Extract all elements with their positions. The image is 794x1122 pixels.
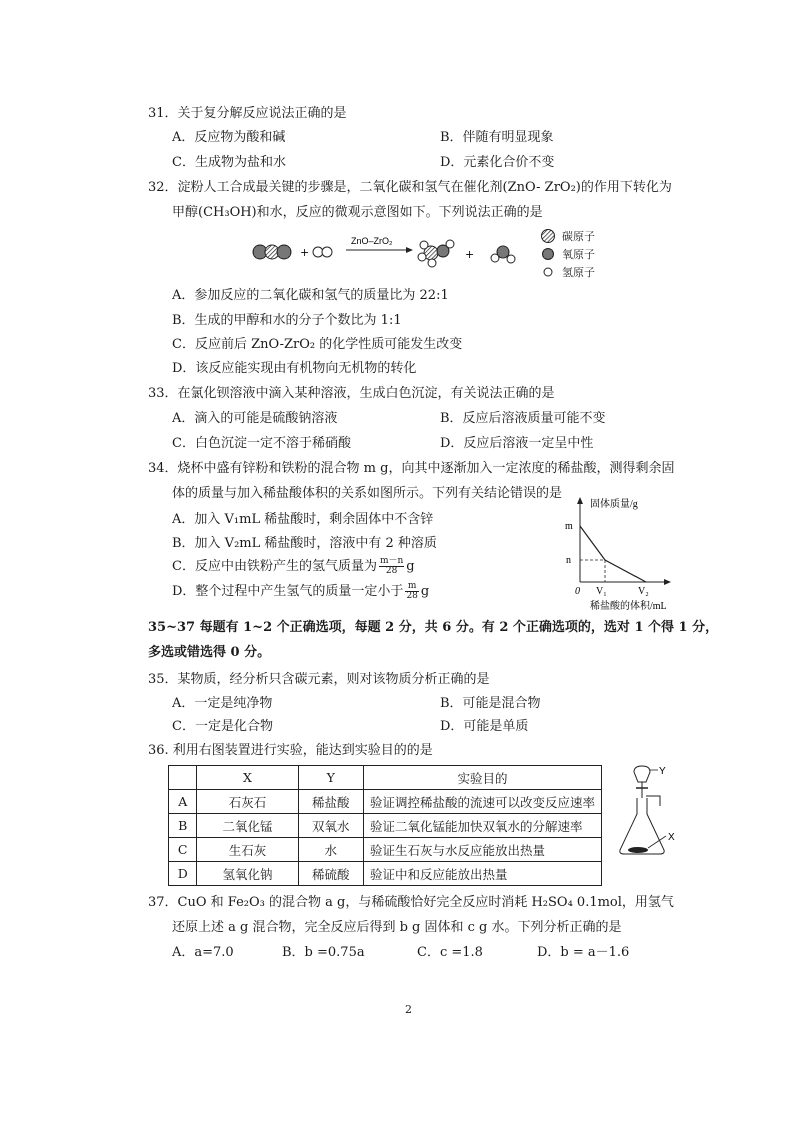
q31-option-a: A．反应物为酸和碱: [172, 130, 286, 145]
table-cell: 验证生石灰与水反应能放出热量: [363, 838, 601, 862]
legend-oxygen: [540, 245, 595, 263]
q35-option-c: C．一定是化合物: [172, 719, 273, 734]
q35-stem: 35．某物质，经分析只含碳元素，则对该物质分析正确的是: [148, 672, 490, 687]
q33-option-b: B．反应后溶液质量可能不变: [440, 411, 606, 426]
graph-mass-line: [580, 526, 646, 582]
table-header-cell: X: [197, 766, 298, 790]
section-instructions-line1: 35~37 每题有 1~2 个正确选项，每题 2 分，共 6 分。有 2 个正确选项的，选对 1 个得 1 分，: [148, 620, 719, 635]
catalyst-label: ZnO–ZrO₂: [351, 236, 393, 246]
q32-stem-line2: 甲醇(CH₃OH)和水，反应的微观示意图如下。下列说法正确的是: [172, 205, 543, 220]
q34-option-b: B．加入 V₂mL 稀盐酸时，溶液中有 2 种溶质: [172, 536, 437, 551]
q36-table: [168, 765, 602, 886]
q32-option-d: D．该反应能实现由有机物向无机物的转化: [172, 361, 417, 376]
q37-option-b: B．b =0.75a: [282, 945, 365, 960]
q37-option-d: D．b = a－1.6: [537, 945, 630, 960]
table-cell: 生石灰: [197, 838, 298, 862]
q31-stem: 31．关于复分解反应说法正确的是: [148, 106, 347, 121]
q37-option-a: A．a=7.0: [172, 945, 234, 960]
q37-stem-line1: 37．CuO 和 Fe₂O₃ 的混合物 a g，与稀硫酸恰好完全反应时消耗 H₂SO₄ 0.1mol，用氢气: [148, 895, 674, 910]
table-cell: 二氧化锰: [197, 814, 298, 838]
h2-molecule: [313, 247, 332, 257]
q35-option-b: B．可能是混合物: [440, 696, 541, 711]
q32-option-b: B．生成的甲醇和水的分子个数比为 1:1: [172, 313, 402, 328]
q34-stem-line1: 34．烧杯中盛有锌粉和铁粉的混合物 m g，向其中逐渐加入一定浓度的稀盐酸，测得剩余固: [148, 461, 675, 476]
legend-oxygen-label: 氧原子: [562, 248, 595, 261]
carbon-atom-icon: [540, 228, 556, 244]
fraction-numerator: m－n: [379, 556, 404, 566]
graph-n-label: n: [566, 555, 571, 566]
q34-option-c-fraction: [379, 557, 404, 576]
methanol-molecule: [418, 240, 454, 267]
q31-option-c: C．生成物为盐和水: [172, 155, 286, 170]
table-cell: 双氧水: [298, 814, 363, 838]
separatory-funnel-icon: [634, 766, 650, 782]
fraction-denominator: 28: [406, 591, 418, 601]
q34-option-d-fraction: [405, 582, 418, 601]
q33-option-a: A．滴入的可能是硫酸钠溶液: [172, 411, 338, 426]
water-molecule: [491, 246, 515, 263]
flask-apparatus: [610, 762, 686, 862]
legend-carbon-label: 碳原子: [562, 230, 595, 243]
table-row: [169, 814, 602, 838]
q31-option-b: B．伴随有明显现象: [440, 130, 554, 145]
table-header-row: [169, 766, 602, 790]
table-row: [169, 838, 602, 862]
q34-graph: [556, 496, 696, 614]
page-number: 2: [405, 1003, 412, 1016]
table-cell: B: [169, 814, 197, 838]
legend-hydrogen: [540, 263, 595, 281]
table-cell: D: [169, 862, 197, 886]
q34-option-c: [172, 557, 415, 577]
graph-v1-label: V₁: [596, 586, 607, 597]
fraction-denominator: 28: [385, 566, 398, 576]
reaction-diagram: [250, 228, 530, 276]
oxygen-atom-icon: [540, 246, 556, 262]
hydrogen-atom-icon: [540, 264, 556, 280]
label-x: X: [668, 832, 675, 843]
fraction-numerator: m: [405, 582, 418, 592]
table-header-cell: [169, 766, 197, 790]
atom-legend: [540, 227, 595, 281]
q34-option-d-text: D．整个过程中产生氢气的质量一定小于: [172, 584, 404, 599]
q31-option-d: D．元素化合价不变: [440, 155, 555, 170]
q34-option-c-text: C．反应中由铁粉产生的氢气质量为: [172, 559, 377, 574]
legend-hydrogen-label: 氢原子: [562, 266, 595, 279]
q32-stem-line1: 32．淀粉人工合成最关键的步骤是，二氧化碳和氢气在催化剂(ZnO- ZrO₂)的作用下转化为: [148, 180, 672, 195]
q37-option-c: C．c =1.8: [417, 945, 483, 960]
table-cell: 氢氧化钠: [197, 862, 298, 886]
q34-option-a: A．加入 V₁mL 稀盐酸时，剩余固体中不含锌: [172, 512, 434, 527]
table-cell: 水: [298, 838, 363, 862]
q33-option-d: D．反应后溶液一定呈中性: [440, 436, 594, 451]
table-cell: A: [169, 790, 197, 814]
table-cell: 稀盐酸: [298, 790, 363, 814]
q34-option-d: [172, 582, 429, 602]
plus-sign-2: +: [465, 248, 475, 261]
erlenmeyer-flask-icon: [620, 798, 664, 854]
graph-m-label: m: [565, 521, 573, 532]
q34-stem-line2: 体的质量与加入稀盐酸体积的关系如图所示。下列有关结论错误的是: [172, 486, 563, 501]
q35-option-a: A．一定是纯净物: [172, 696, 273, 711]
q36-stem: 36. 利用右图装置进行实验，能达到实验目的的是: [148, 743, 433, 758]
table-cell: C: [169, 838, 197, 862]
section-instructions-line2: 多选或错选得 0 分。: [148, 645, 271, 660]
table-row: [169, 790, 602, 814]
table-row: [169, 862, 602, 886]
q33-option-c: C．白色沉淀一定不溶于稀硝酸: [172, 436, 351, 451]
graph-origin-label: 0: [575, 586, 580, 597]
q32-option-c: C．反应前后 ZnO-ZrO₂ 的化学性质可能发生改变: [172, 337, 463, 352]
q35-option-d: D．可能是单质: [440, 719, 529, 734]
co2-molecule: [253, 245, 291, 259]
q34-option-c-unit: g: [406, 559, 415, 574]
table-cell: 稀硫酸: [298, 862, 363, 886]
table-header-cell: 实验目的: [363, 766, 601, 790]
q32-option-a: A．参加反应的二氧化碳和氢气的质量比为 22:1: [172, 288, 449, 303]
q33-stem: 33．在氯化钡溶液中滴入某种溶液，生成白色沉淀，有关说法正确的是: [148, 386, 555, 401]
graph-x-label: 稀盐酸的体积/mL: [590, 601, 667, 612]
table-cell: 验证二氧化锰能加快双氧水的分解速率: [363, 814, 601, 838]
graph-v2-label: V₂: [638, 586, 649, 597]
legend-carbon: [540, 227, 595, 245]
label-y: Y: [659, 766, 666, 777]
plus-sign-1: +: [300, 246, 310, 259]
table-cell: 验证调控稀盐酸的流速可以改变反应速率: [363, 790, 601, 814]
table-header-cell: Y: [298, 766, 363, 790]
table-cell: 验证中和反应能放出热量: [363, 862, 601, 886]
q37-stem-line2: 还原上述 a g 混合物，完全反应后得到 b g 固体和 c g 水。下列分析正确的是: [172, 920, 622, 935]
q34-option-d-unit: g: [420, 584, 430, 599]
solid-x-icon: [628, 847, 648, 853]
graph-y-label: 固体质量/g: [590, 499, 638, 510]
table-cell: 石灰石: [197, 790, 298, 814]
